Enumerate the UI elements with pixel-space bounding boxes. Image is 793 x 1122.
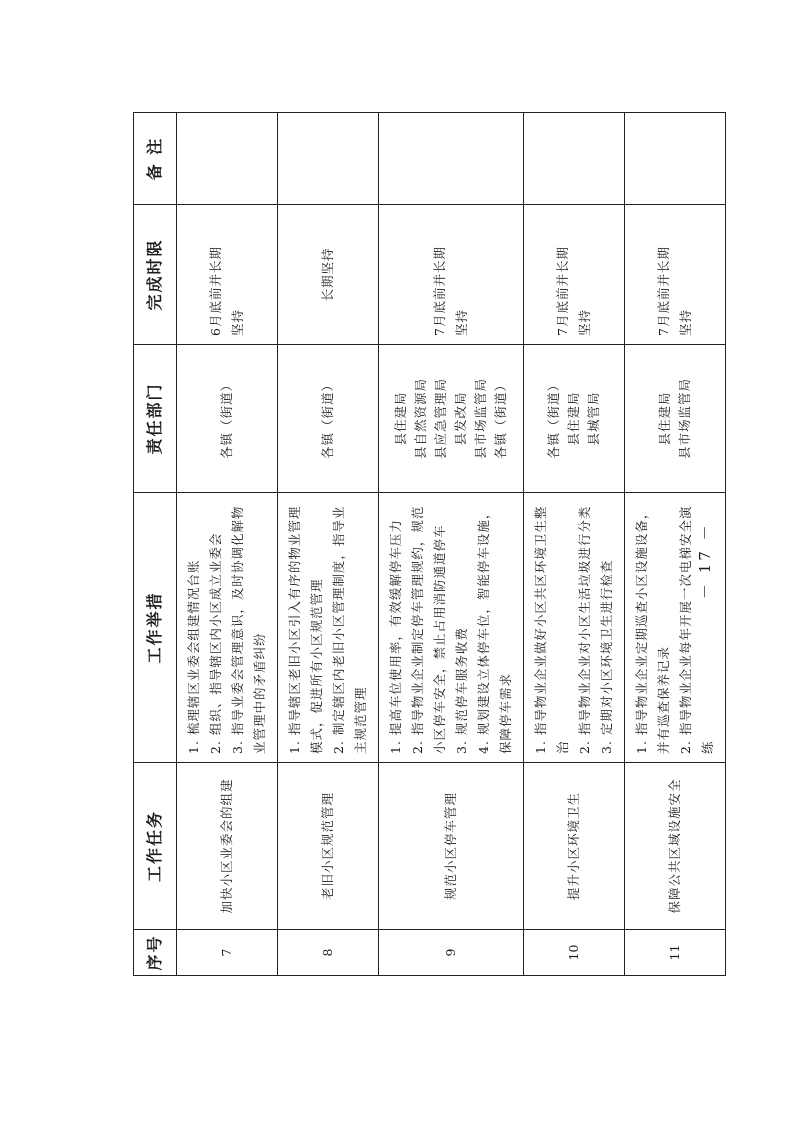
row-deadline bbox=[625, 205, 726, 345]
measure-item: 1. 指导物业企业定期巡查小区设施设备，并有巡查保养记录 bbox=[634, 505, 671, 754]
deadline-line: 6月底前并长期 bbox=[208, 246, 223, 336]
header-dept: 责任部门 bbox=[134, 345, 177, 493]
row-remark bbox=[278, 113, 379, 205]
row-dept bbox=[379, 345, 524, 493]
table-row bbox=[524, 113, 625, 976]
header-no: 序号 bbox=[134, 930, 177, 976]
dept-item: 县住建局 bbox=[657, 391, 672, 446]
measure-item: 2. 指导物业企业每年开展一次电梯安全演练 bbox=[678, 505, 715, 754]
measure-item: 2. 指导物业企业对小区生活垃圾进行分类 bbox=[577, 505, 592, 754]
measure-item: 3. 指导业委会管理意识，及时协调化解物业管理中的矛盾纠纷 bbox=[230, 505, 267, 754]
measure-item: 4. 规划建设立体停车位，智能停车设施，保障停车需求 bbox=[476, 505, 513, 754]
row-number: 9 bbox=[379, 930, 524, 976]
row-task: 保障公共区域设施安全 bbox=[625, 763, 726, 930]
header-deadline: 完成时限 bbox=[134, 205, 177, 345]
dept-item: 县住建局 bbox=[566, 391, 581, 446]
dept-item: 县应急管理局 bbox=[433, 378, 448, 460]
row-dept bbox=[177, 345, 278, 493]
row-number: 8 bbox=[278, 930, 379, 976]
deadline-line: 坚持 bbox=[678, 308, 693, 336]
deadline-line: 长期坚持 bbox=[320, 247, 335, 302]
dept-item: 各镇（街道） bbox=[546, 378, 561, 460]
measure-item: 3. 规范停车服务收费 bbox=[454, 627, 469, 754]
dept-item: 县市场监管局 bbox=[473, 378, 488, 460]
row-task: 提升小区环境卫生 bbox=[524, 763, 625, 930]
row-dept bbox=[278, 345, 379, 493]
row-remark bbox=[177, 113, 278, 205]
row-deadline bbox=[177, 205, 278, 345]
dept-item: 县城管局 bbox=[586, 391, 601, 446]
header-remark: 备 注 bbox=[134, 113, 177, 205]
measure-item: 3. 定期对小区环境卫生进行检查 bbox=[599, 559, 614, 754]
row-measures bbox=[177, 493, 278, 763]
row-number: 11 bbox=[625, 930, 726, 976]
dept-item: 县发改局 bbox=[453, 391, 468, 446]
dept-item: 县自然资源局 bbox=[413, 378, 428, 460]
row-dept bbox=[625, 345, 726, 493]
measure-item: 1. 指导辖区老旧小区引入有序的物业管理模式，促进所有小区规范管理 bbox=[287, 505, 324, 754]
row-measures bbox=[278, 493, 379, 763]
table-row bbox=[379, 113, 524, 976]
row-task: 加快小区业委会的组建 bbox=[177, 763, 278, 930]
row-remark bbox=[379, 113, 524, 205]
deadline-line: 坚持 bbox=[454, 308, 469, 336]
row-dept bbox=[524, 345, 625, 493]
deadline-line: 坚持 bbox=[230, 308, 245, 336]
measure-item: 2. 制定辖区内老旧小区管理制度，指导业主规范管理 bbox=[331, 505, 368, 754]
measure-item: 2. 指导物业企业制定停车管理规约，规范小区停车安全，禁止占用消防通道停车 bbox=[410, 505, 447, 754]
dept-item: 各镇（街道） bbox=[219, 378, 234, 460]
table-row bbox=[278, 113, 379, 976]
measure-item: 1. 梳理辖区业委会组建情况台账 bbox=[186, 559, 201, 754]
table-row bbox=[177, 113, 278, 976]
deadline-line: 7月底前并长期 bbox=[432, 246, 447, 336]
measure-item: 1. 指导物业企业做好小区共区环境卫生整治 bbox=[533, 505, 570, 754]
row-number: 10 bbox=[524, 930, 625, 976]
row-measures bbox=[379, 493, 524, 763]
dept-item: 各镇（街道） bbox=[493, 378, 508, 460]
page-number: － 17 － bbox=[696, 522, 714, 599]
measure-item: 2. 组织、指导辖区内小区成立业委会 bbox=[208, 532, 223, 754]
row-deadline bbox=[524, 205, 625, 345]
row-deadline bbox=[379, 205, 524, 345]
deadline-line: 7月底前并长期 bbox=[555, 246, 570, 336]
row-task: 老旧小区规范管理 bbox=[278, 763, 379, 930]
table-header-row bbox=[134, 113, 177, 976]
row-remark bbox=[524, 113, 625, 205]
deadline-line: 坚持 bbox=[577, 308, 592, 336]
row-number: 7 bbox=[177, 930, 278, 976]
header-task: 工作任务 bbox=[134, 763, 177, 930]
row-task: 规范小区停车管理 bbox=[379, 763, 524, 930]
row-remark bbox=[625, 113, 726, 205]
row-deadline bbox=[278, 205, 379, 345]
row-measures bbox=[524, 493, 625, 763]
header-measures: 工作举措 bbox=[134, 493, 177, 763]
dept-item: 县住建局 bbox=[393, 391, 408, 446]
measure-item: 1. 提高车位使用率，有效缓解停车压力 bbox=[388, 519, 403, 754]
work-task-table bbox=[133, 112, 726, 976]
dept-item: 县市场监管局 bbox=[677, 378, 692, 460]
dept-item: 各镇（街道） bbox=[320, 378, 335, 460]
deadline-line: 7月底前并长期 bbox=[656, 246, 671, 336]
